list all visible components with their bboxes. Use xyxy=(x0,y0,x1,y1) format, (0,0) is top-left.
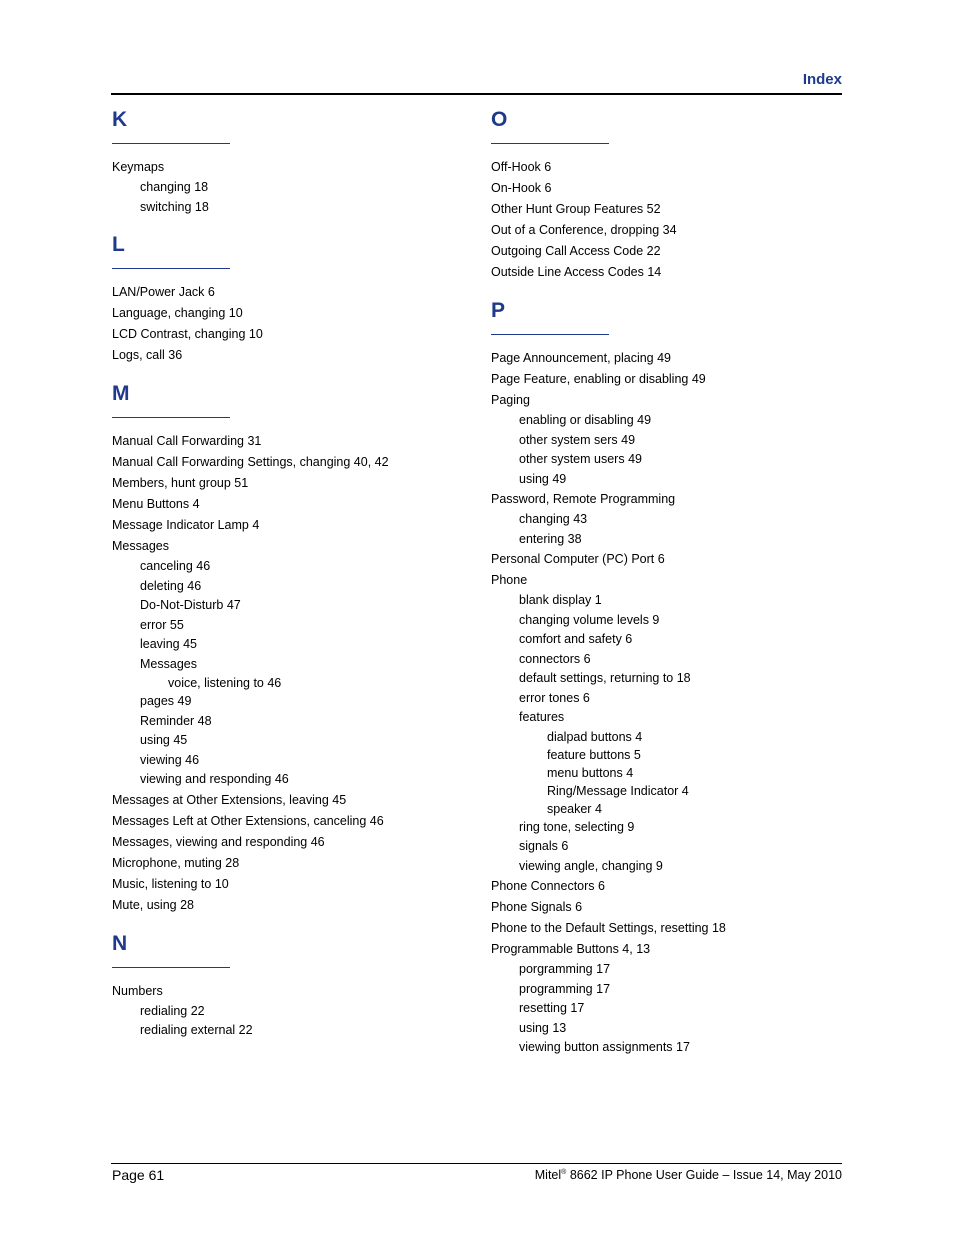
document-title xyxy=(535,1168,842,1182)
index-subentry: entering 38 xyxy=(519,531,582,546)
section-letter: L xyxy=(112,233,125,256)
index-column-right xyxy=(491,106,851,1058)
index-subentry: canceling 46 xyxy=(140,559,211,573)
index-entry: Outside Line Access Codes 14 xyxy=(491,265,662,279)
registered-mark: ® xyxy=(561,1168,567,1176)
index-subentry: comfort and safety 6 xyxy=(519,632,633,646)
index-entry: Logs, call 36 xyxy=(112,348,183,362)
section-letter: K xyxy=(112,108,128,131)
index-subentry: redialing external 22 xyxy=(140,1023,253,1037)
index-subentry: using 13 xyxy=(519,1020,567,1035)
index-entry: Page Feature, enabling or disabling 49 xyxy=(491,372,706,386)
index-entry: Menu Buttons 4 xyxy=(112,497,200,511)
index-section-n xyxy=(112,930,472,1041)
section-letter: P xyxy=(491,299,506,322)
index-subentry: dialpad buttons 4 xyxy=(547,729,643,744)
header-rule xyxy=(111,93,842,95)
index-subentry: Messages xyxy=(140,656,197,671)
section-rule xyxy=(491,143,609,144)
index-subentry: switching 18 xyxy=(140,199,209,214)
index-subentry: Do-Not-Disturb 47 xyxy=(140,598,241,612)
footer-rule xyxy=(111,1163,842,1164)
section-rule xyxy=(112,967,230,968)
section-rule xyxy=(491,334,609,335)
index-entry: Page Announcement, placing 49 xyxy=(491,351,671,365)
index-subentry: enabling or disabling 49 xyxy=(519,413,652,427)
index-subentry: speaker 4 xyxy=(547,801,602,816)
section-rule xyxy=(112,143,230,144)
index-subentry: feature buttons 5 xyxy=(547,747,641,762)
index-column-left xyxy=(112,106,472,1041)
index-subentry: Ring/Message Indicator 4 xyxy=(547,783,689,798)
doc-title-rest: 8662 IP Phone User Guide – Issue 14, May 2010 xyxy=(566,1168,842,1182)
index-subentry: resetting 17 xyxy=(519,1001,585,1015)
index-subentry: voice, listening to 46 xyxy=(168,676,282,690)
index-subentry: changing volume levels 9 xyxy=(519,612,660,627)
index-header-title: Index xyxy=(802,71,842,88)
index-subentry: connectors 6 xyxy=(519,651,591,666)
index-subentry: leaving 45 xyxy=(140,637,197,651)
index-subentry: other system sers 49 xyxy=(519,432,636,447)
index-section-l xyxy=(112,231,472,366)
index-subentry: viewing button assignments 17 xyxy=(519,1040,690,1054)
index-entry: Mute, using 28 xyxy=(112,897,194,912)
index-entry: Off-Hook 6 xyxy=(491,160,552,174)
index-subentry: Reminder 48 xyxy=(140,713,212,728)
index-entry: Manual Call Forwarding Settings, changing 40, 42 xyxy=(112,455,389,469)
index-entry: Messages at Other Extensions, leaving 45 xyxy=(112,792,347,807)
index-entry: Messages, viewing and responding 46 xyxy=(112,834,325,849)
index-entry: Out of a Conference, dropping 34 xyxy=(491,223,677,237)
index-entry: Numbers xyxy=(112,983,163,998)
section-letter: O xyxy=(491,108,508,131)
index-subentry: viewing angle, changing 9 xyxy=(519,858,663,873)
index-entry: Music, listening to 10 xyxy=(112,876,229,891)
doc-brand: Mitel xyxy=(534,1168,562,1182)
index-subentry: using 49 xyxy=(519,471,567,486)
index-subentry: changing 43 xyxy=(519,512,588,526)
index-subentry: porgramming 17 xyxy=(519,962,611,976)
index-subentry: viewing and responding 46 xyxy=(140,772,289,786)
index-subentry: changing 18 xyxy=(140,180,209,194)
index-subentry: features xyxy=(519,710,565,724)
index-subentry: error tones 6 xyxy=(519,690,590,705)
index-entry: Programmable Buttons 4, 13 xyxy=(491,942,651,956)
index-subentry: blank display 1 xyxy=(519,593,602,607)
index-entry: Paging xyxy=(491,393,530,407)
index-entry: Personal Computer (PC) Port 6 xyxy=(491,552,665,566)
section-letter: N xyxy=(112,931,128,955)
index-entry: Phone xyxy=(491,573,528,587)
index-entry: Phone to the Default Settings, resetting 18 xyxy=(491,921,726,935)
index-entry: Microphone, muting 28 xyxy=(112,855,240,870)
index-subentry: ring tone, selecting 9 xyxy=(519,819,635,834)
index-entry: Phone Signals 6 xyxy=(491,900,583,914)
index-subentry: using 45 xyxy=(140,733,188,747)
index-subentry: menu buttons 4 xyxy=(547,765,634,780)
index-subentry: programming 17 xyxy=(519,981,611,996)
index-entry: Other Hunt Group Features 52 xyxy=(491,202,661,216)
index-entry: Messages xyxy=(112,539,169,553)
index-subentry: viewing 46 xyxy=(140,752,200,767)
index-entry: Language, changing 10 xyxy=(112,306,243,320)
index-subentry: pages 49 xyxy=(140,694,192,708)
index-entry: LAN/Power Jack 6 xyxy=(112,285,215,299)
index-section-m xyxy=(112,380,472,916)
index-subentry: error 55 xyxy=(140,617,184,632)
section-letter: M xyxy=(112,382,130,405)
index-entry: Manual Call Forwarding 31 xyxy=(112,434,262,448)
index-subentry: other system users 49 xyxy=(519,452,642,466)
index-section-o xyxy=(491,106,851,283)
index-entry: Messages Left at Other Extensions, canceling 46 xyxy=(112,813,384,828)
index-entry: Message Indicator Lamp 4 xyxy=(112,518,260,532)
index-entry: Members, hunt group 51 xyxy=(112,476,249,490)
section-rule xyxy=(112,417,230,418)
index-entry: Outgoing Call Access Code 22 xyxy=(491,244,661,258)
index-entry: Phone Connectors 6 xyxy=(491,879,605,893)
index-section-p xyxy=(491,297,851,1058)
index-entry: Password, Remote Programming xyxy=(491,492,676,506)
index-subentry: signals 6 xyxy=(519,839,569,853)
section-rule xyxy=(112,268,230,269)
index-subentry: deleting 46 xyxy=(140,578,202,593)
index-entry: LCD Contrast, changing 10 xyxy=(112,327,263,341)
index-subentry: default settings, returning to 18 xyxy=(519,671,691,685)
index-entry: Keymaps xyxy=(112,160,165,174)
index-subentry: redialing 22 xyxy=(140,1003,205,1018)
page-number: Page 61 xyxy=(112,1167,165,1183)
index-section-k xyxy=(112,106,472,217)
index-entry: On-Hook 6 xyxy=(491,181,552,195)
